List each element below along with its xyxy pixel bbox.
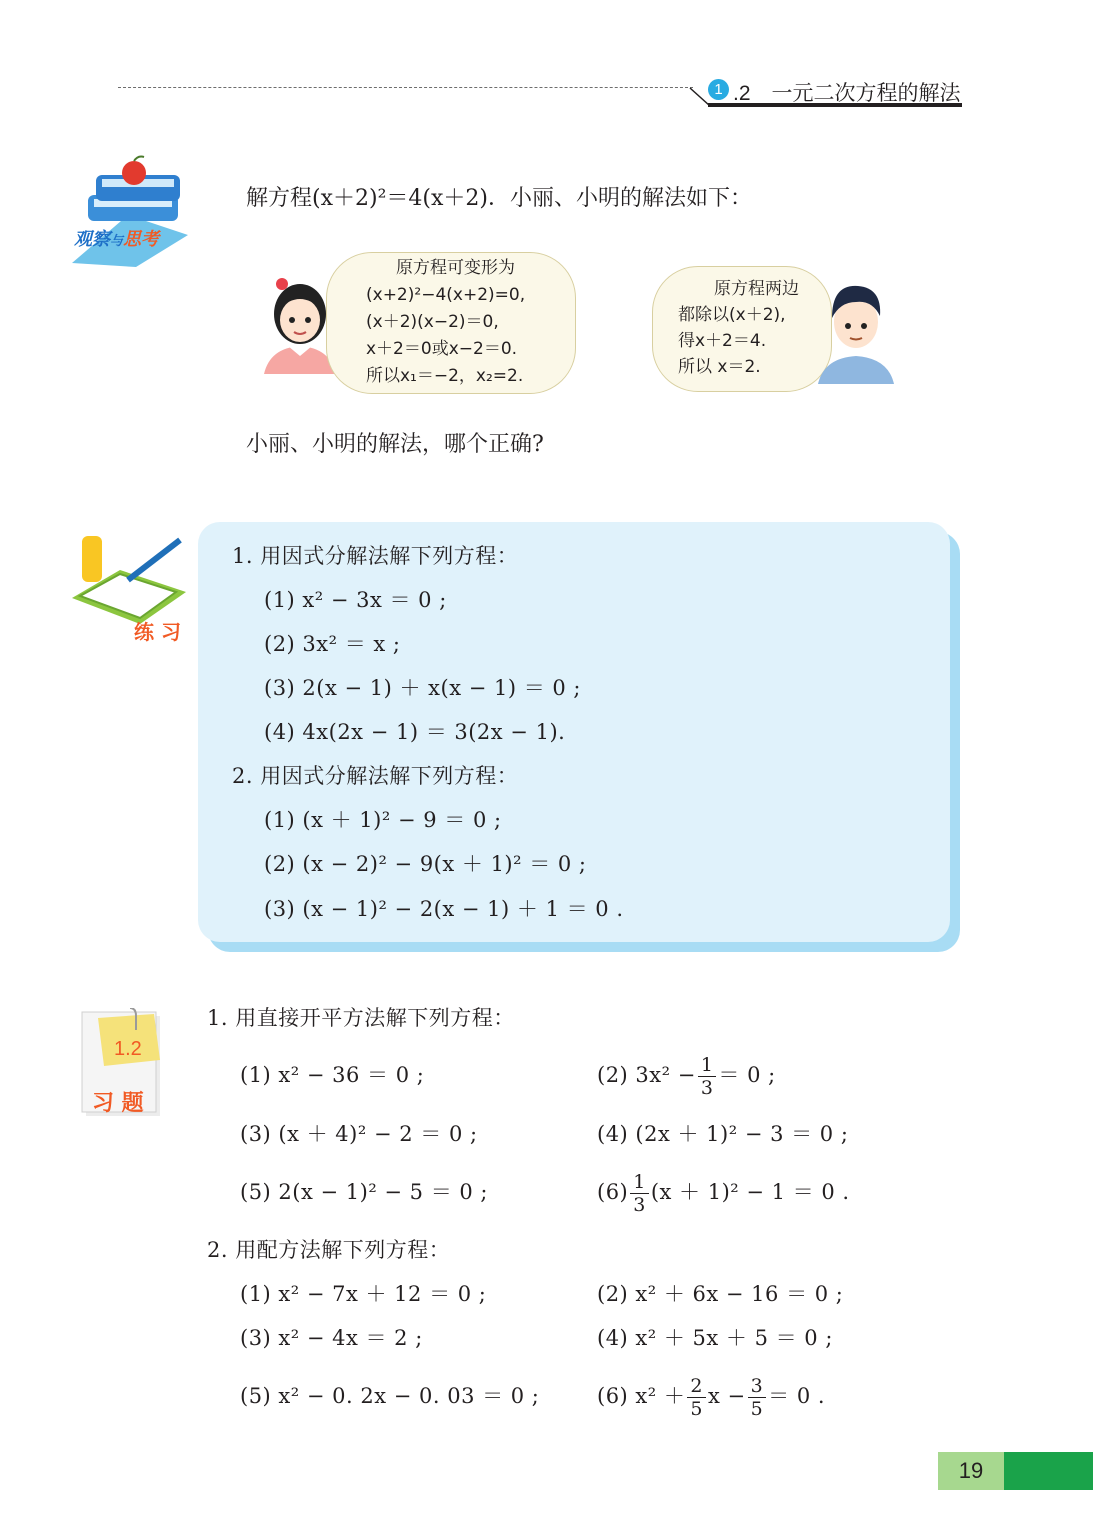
boy-line-1: 原方程两边 (714, 279, 799, 299)
fraction: $\frac{2}{5}$ (687, 1375, 706, 1420)
girl-line-5: 所以x₁＝−2，x₂=2. (366, 366, 524, 386)
practice-q2-title: 2. 用因式分解法解下列方程： (232, 764, 519, 788)
exercise-q1-item-6: (6) $\frac{1}{3}$ (x ＋ 1)² − 1 ＝ 0 . (597, 1171, 850, 1216)
exercise-q2-item-4: (4) x² ＋ 5x ＋ 5 ＝ 0 ; (597, 1326, 833, 1350)
exercise-q1-item-4: (4) (2x ＋ 1)² − 3 ＝ 0 ; (597, 1122, 849, 1146)
exercise-q2-item-5: (5) x² − 0. 2x − 0. 03 ＝ 0 ; (240, 1384, 540, 1408)
page-number: 19 (958, 1458, 984, 1483)
practice-badge (68, 532, 190, 642)
girl-line-4: x＋2＝0或x−2＝0. (366, 339, 518, 359)
practice-q2-item: (1) (x ＋ 1)² − 9 ＝ 0 ; (264, 808, 502, 832)
chapter-number-badge: 1 (708, 79, 729, 100)
fraction: $\frac{1}{3}$ (630, 1171, 649, 1216)
practice-q1-item: (1) x² − 3x ＝ 0 ; (264, 588, 447, 612)
exercise-q2-item-2: (2) x² ＋ 6x − 16 ＝ 0 ; (597, 1282, 844, 1306)
practice-q1-item: (3) 2(x − 1) ＋ x(x − 1) ＝ 0 ; (264, 676, 582, 700)
girl-line-3: (x＋2)(x−2)＝0, (366, 312, 499, 332)
observe-think-badge (66, 155, 191, 270)
observe-label: 观察 (74, 229, 110, 250)
boy-line-2: 都除以(x＋2), (678, 305, 786, 325)
and-label: 与 (110, 234, 124, 249)
exercise-q1-item-2: (2) 3x² − $\frac{1}{3}$ ＝ 0 ; (597, 1054, 776, 1099)
observe-intro: 解方程(x＋2)²＝4(x＋2)．小丽、小明的解法如下： (246, 186, 752, 211)
observe-question: 小丽、小明的解法，哪个正确? (246, 432, 544, 457)
exercise-q1-item-1: (1) x² − 36 ＝ 0 ; (240, 1063, 425, 1087)
exercise-q2-item-1: (1) x² − 7x ＋ 12 ＝ 0 ; (240, 1282, 487, 1306)
exercise-number: 1.2 (114, 1038, 142, 1060)
practice-q1-item: (4) 4x(2x − 1) ＝ 3(2x − 1). (264, 720, 566, 744)
practice-q1-item: (2) 3x² ＝ x ; (264, 632, 401, 656)
exercise-q1-title: 1. 用直接开平方法解下列方程： (207, 1006, 515, 1030)
boy-illustration (816, 278, 896, 384)
girl-line-1: 原方程可变形为 (396, 258, 515, 278)
think-label: 思考 (123, 229, 160, 250)
exercise-badge (80, 1008, 164, 1118)
exercise-q2-title: 2. 用配方法解下列方程： (207, 1238, 451, 1262)
section-title: .2 一元二次方程的解法 (733, 82, 961, 105)
exercise-q2-item-6: (6) x² ＋ $\frac{2}{5}$ x − $\frac{3}{5}$ ＝ 0 . (597, 1375, 826, 1420)
fraction: $\frac{1}{3}$ (698, 1054, 717, 1099)
practice-q1-title: 1. 用因式分解法解下列方程： (232, 544, 519, 568)
exercise-label: 习 题 (92, 1091, 144, 1116)
exercise-q2-item-3: (3) x² − 4x ＝ 2 ; (240, 1326, 423, 1350)
header-dashed-rule (118, 87, 693, 88)
girl-line-2: (x+2)²−4(x+2)=0, (366, 285, 526, 305)
practice-q2-item: (3) (x − 1)² − 2(x − 1) ＋ 1 ＝ 0 . (264, 897, 624, 921)
practice-label: 练 习 (134, 620, 181, 644)
practice-q2-item: (2) (x − 2)² − 9(x ＋ 1)² ＝ 0 ; (264, 852, 587, 876)
books-apple-icon (66, 155, 191, 270)
fraction: $\frac{3}{5}$ (748, 1375, 767, 1420)
boy-line-3: 得x＋2＝4. (678, 331, 767, 351)
page-number-green-band (1004, 1452, 1093, 1490)
exercise-q1-item-5: (5) 2(x − 1)² − 5 ＝ 0 ; (240, 1180, 489, 1204)
boy-line-4: 所以 x＝2. (678, 357, 761, 377)
exercise-q1-item-3: (3) (x ＋ 4)² − 2 ＝ 0 ; (240, 1122, 478, 1146)
